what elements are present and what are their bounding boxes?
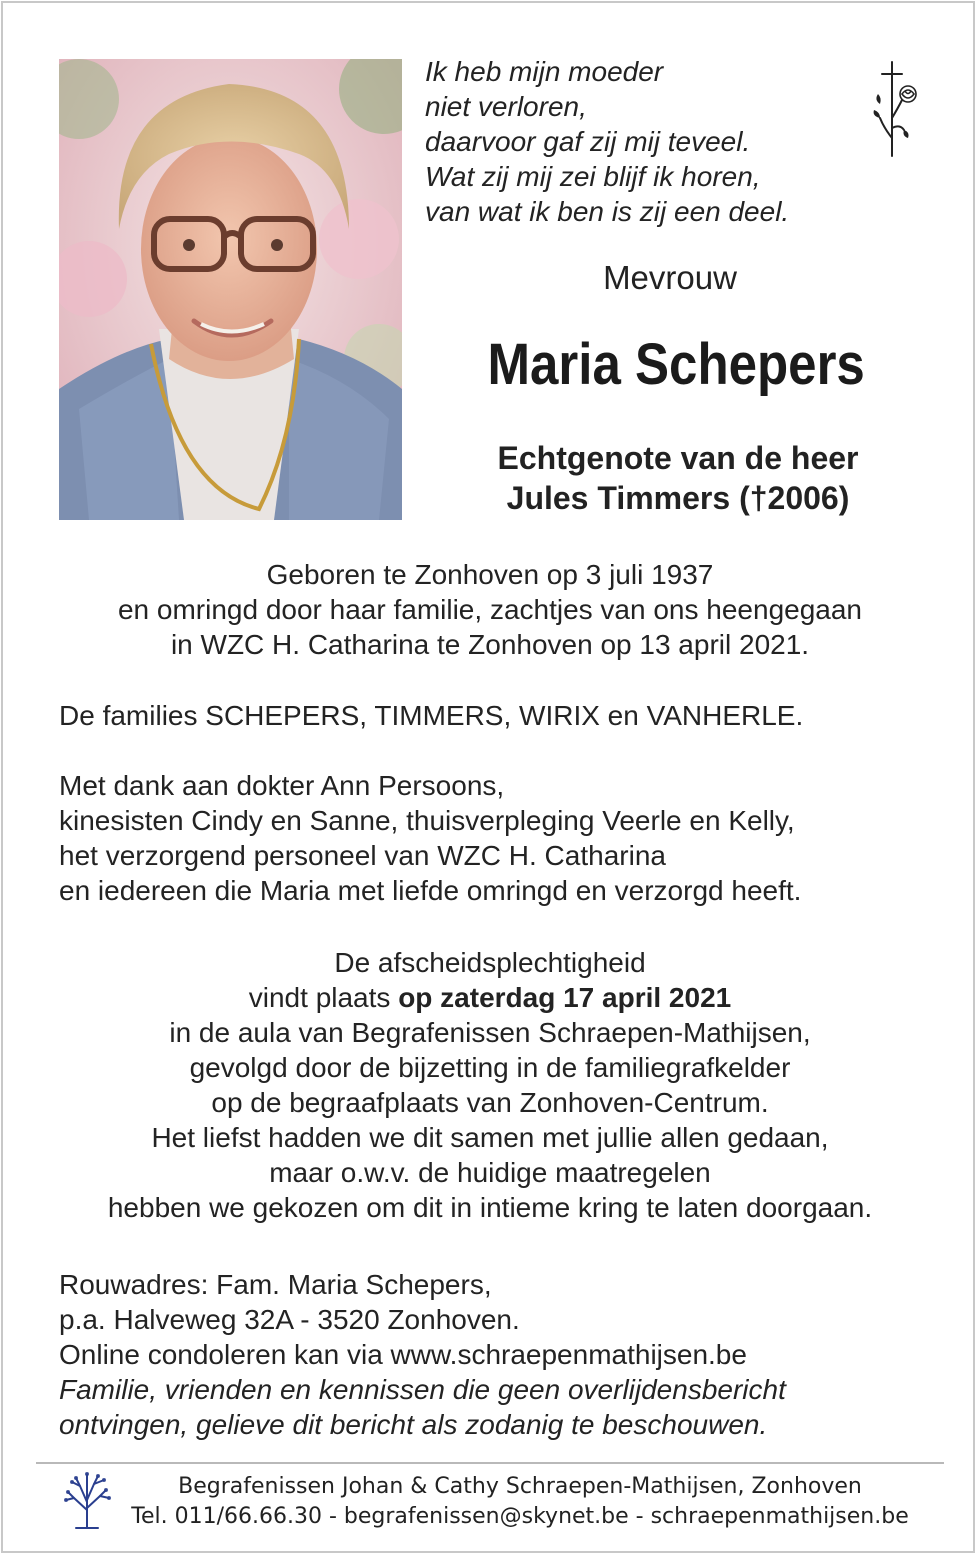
ceremony-line: De afscheidsplechtigheid bbox=[334, 947, 646, 978]
families: De families SCHEPERS, TIMMERS, WIRIX en VANHERLE. bbox=[59, 700, 804, 731]
ceremony-line: op de begraafplaats van Zonhoven-Centrum. bbox=[211, 1087, 769, 1118]
poem-line: Wat zij mij zei blijf ik horen, bbox=[425, 161, 761, 192]
spouse-line: Jules Timmers (†2006) bbox=[506, 480, 850, 516]
ceremony-info bbox=[0, 945, 980, 1225]
ceremony-line: Het liefst hadden we dit samen met jullie allen gedaan, bbox=[151, 1122, 829, 1153]
footer-company: Begrafenissen Johan & Cathy Schraepen-Mathijsen, Zonhoven bbox=[178, 1474, 862, 1499]
poem bbox=[425, 54, 789, 229]
spouse-line: Echtgenote van de heer bbox=[497, 440, 859, 476]
honorific: Mevrouw bbox=[603, 259, 737, 296]
address-line: Rouwadres: Fam. Maria Schepers, bbox=[59, 1269, 492, 1300]
online-condolence-link[interactable]: Online condoleren kan via www.schraepenmathijsen.be bbox=[59, 1339, 747, 1370]
ceremony-line: gevolgd door de bijzetting in de familiegrafkelder bbox=[189, 1052, 791, 1083]
poem-line: daarvoor gaf zij mij teveel. bbox=[425, 126, 751, 157]
ceremony-line: hebben we gekozen om dit in intieme kring te laten doorgaan. bbox=[107, 1192, 873, 1223]
ceremony-prefix: vindt plaats bbox=[248, 982, 399, 1013]
ceremony-line: in de aula van Begrafenissen Schraepen-Mathijsen, bbox=[169, 1017, 811, 1048]
address-line: p.a. Halveweg 32A - 3520 Zonhoven. bbox=[59, 1304, 520, 1335]
notice-line: ontvingen, gelieve dit bericht als zodanig te beschouwen. bbox=[59, 1409, 768, 1440]
poem-line: niet verloren, bbox=[425, 91, 587, 122]
contact-info bbox=[59, 1267, 786, 1442]
thanks bbox=[59, 768, 801, 908]
footer-contact[interactable]: Tel. 011/66.66.30 - begrafenissen@skynet.be - schraepenmathijsen.be bbox=[131, 1504, 909, 1529]
poem-line: Ik heb mijn moeder bbox=[425, 56, 664, 87]
notice-line: Familie, vrienden en kennissen die geen overlijdensbericht bbox=[59, 1374, 786, 1405]
tree-logo-icon bbox=[62, 1470, 112, 1530]
ceremony-date-line bbox=[0, 980, 980, 1015]
portrait-photo bbox=[59, 59, 402, 520]
thanks-line: en iedereen die Maria met liefde omringd en verzorgd heeft. bbox=[59, 875, 802, 906]
birth-death-line: Geboren te Zonhoven op 3 juli 1937 bbox=[266, 559, 714, 590]
thanks-line: kinesisten Cindy en Sanne, thuisverpleging Veerle en Kelly, bbox=[59, 805, 795, 836]
birth-death-info bbox=[0, 557, 980, 662]
deceased-name: Maria Schepers bbox=[487, 332, 865, 397]
birth-death-line: in WZC H. Catharina te Zonhoven op 13 april 2021. bbox=[170, 629, 810, 660]
poem-line: van wat ik ben is zij een deel. bbox=[425, 196, 790, 227]
ceremony-line: maar o.w.v. de huidige maatregelen bbox=[269, 1157, 711, 1188]
spouse-info bbox=[430, 438, 926, 518]
ceremony-date: op zaterdag 17 april 2021 bbox=[398, 982, 732, 1013]
cross-with-rose-icon bbox=[868, 58, 924, 160]
footer-divider bbox=[36, 1462, 944, 1464]
thanks-line: Met dank aan dokter Ann Persoons, bbox=[59, 770, 505, 801]
birth-death-line: en omringd door haar familie, zachtjes van ons heengegaan bbox=[117, 594, 863, 625]
thanks-line: het verzorgend personeel van WZC H. Catharina bbox=[59, 840, 666, 871]
